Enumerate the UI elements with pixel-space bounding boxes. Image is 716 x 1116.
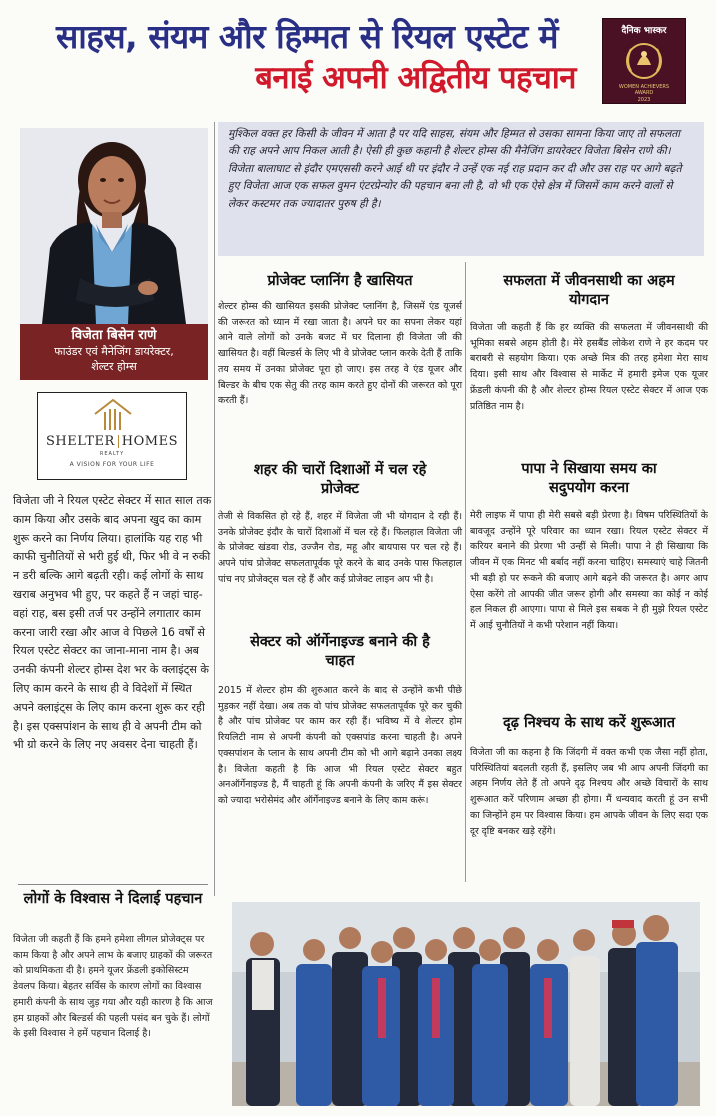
logo-realty: REALTY [99, 451, 125, 457]
left-divider [18, 884, 208, 885]
section-heading-city-projects: शहर की चारों दिशाओं में चल रहे प्रोजेक्ट [253, 462, 427, 497]
logo-name-right: HOMES [121, 434, 178, 449]
section-heading-project-planning: प्रोजेक्ट प्लानिंग है खासियत [267, 273, 413, 289]
award-badge [602, 18, 686, 104]
logo-tagline: A VISION FOR YOUR LIFE [69, 461, 155, 468]
left-section-body: विजेता जी कहती हैं कि हमने हमेशा लीगल प्रोजेक्ट्स पर काम किया है और अपने लाभ के बजाए ग्राहकों की जरूरत को प्राथमिकता दी है। हमने यूजर फ्रेंडली इकोसिस्टम डेवलप किया। बेहतर सर्विस के कारण लोगों का विश्वास हमारी कंपनी के साथ जुड़ गया और यही कारण है कि आज हम ग्राहकों और बिल्डर्स की पहली पसंद बन चुके हैं। लोगों के इसी विश्वास ने हमें पहचान दिलाई है। [13, 934, 213, 1040]
logo-divider [118, 435, 119, 448]
left-section-heading: लोगों के विश्वास ने दिलाई पहचान [23, 891, 203, 907]
section-heading-life-partner: सफलता में जीवनसाथी का अहम योगदान [503, 273, 675, 308]
team-photo [232, 902, 700, 1106]
laurel-trophy-icon [617, 39, 671, 83]
middle-column [218, 262, 462, 809]
section-body-father-lesson: मेरी लाइफ में पापा ही मेरी सबसे बड़ी प्रेरणा है। विषम परिस्थितियों के बावजूद उन्होंने पूरे परिवार का ध्यान रखा। रियल एस्टेट सेक्टर में करियर बनाने की प्रेरणा भी उन्हीं से मिली। पापा ने ही सिखाया कि जीवन में एक मिनट भी बर्बाद नहीं करना चाहिए। समस्याएं चाहे जितनी भी बड़ी हो पर रूकने की बजाए आगे बढ़ने की जरूरत है। अगर आप ऐसा करेंगे तो आपकी जीत जरूर होगी और समस्या का कोई न कोई हल निकल ही आएगा। पापा से मिले इस सबक ने ही मुझे रियल एस्टेट में आई चुनौतियों ने कभी परेशान नहीं किया। [470, 510, 708, 631]
section-body-determination: विजेता जी का कहना है कि जिंदगी में वक्त कभी एक जैसा नहीं होता, परिस्थितियां बदलती रहती हैं, इसलिए जब भी आप अपनी जिंदगी का अहम निर्णय लेते हैं तो अपने दृढ़ निश्चय और अच्छे विचारों के साथ शुरूआत करें परिणाम अच्छा ही होगा। मैं धन्यवाद करती हूं उन सभी का जिन्होंने हम पर विश्वास किया। हम आपके जीवन के लिए सदा एक दूर दृष्टि बनकर खड़े रहेंगे। [470, 747, 708, 837]
section-heading-determination: दृढ़ निश्चय के साथ करें शुरूआत [503, 715, 675, 731]
logo-wordmark [38, 434, 186, 449]
right-column [470, 262, 708, 839]
headline-line-2: बनाई अपनी अद्वितीय पहचान [255, 60, 576, 96]
shelter-homes-logo [37, 392, 187, 480]
section-body-life-partner: विजेता जी कहती हैं कि हर व्यक्ति की सफलता में जीवनसाथी की भूमिका सबसे अहम होती है। मेरे हसबैंड लोकेश राणे ने हर कदम पर बराबरी से सहयोग किया। एक अच्छे मित्र की तरह हमेशा मेरा साथ दिया। इसी साथ और विश्वास से मार्केट में हमारी इमेज एक यूजर फ्रेंडली कंपनी की है और शेल्टर होम्स रियल एस्टेट सेक्टर में आज एक प्रतिष्ठित नाम है। [470, 322, 708, 412]
badge-year: 2023 [637, 97, 651, 103]
section-heading-organized-sector: सेक्टर को ऑर्गेनाइज्ड बनाने की है चाहत [250, 634, 430, 669]
section-body-project-planning: शेल्टर होम्स की खासियत इसकी प्रोजेक्ट प्लानिंग है, जिसमें एंड यूजर्स की जरूरत को ध्यान में रखा जाता है। अपने घर का सपना लेकर यहां आने वाले लोगों को उनके बजट में घर दिलाना ही विजेता जी की खासियत है। वहीं बिल्डर्स के लिए भी वे प्रोजेक्ट प्लान करके देती हैं ताकि तय समय में उनका प्रोजेक्ट पूरा हो जाए। इस तरह वे एंड यूजर और बिल्डर के बीच एक सेतु की तरह काम करते हुए दोनों की जरूरत को पूरा करती हैं। [218, 301, 462, 407]
house-icon [93, 398, 133, 432]
column-separator-left [214, 122, 215, 896]
profile-role-line-2: शेल्टर होम्स [91, 360, 137, 373]
column-separator-right [465, 262, 466, 882]
badge-award: WOMEN ACHIEVERS AWARD [618, 84, 670, 96]
headline [14, 16, 600, 98]
badge-brand: दैनिक भास्कर [621, 26, 667, 36]
section-body-organized-sector: 2015 में शेल्टर होम की शुरुआत करने के बाद से उन्होंने कभी पीछे मुड़कर नहीं देखा। अब तक वो पांच प्रोजेक्ट सफलतापूर्वक पूरे कर चुकी है और पांच प्रोजेक्ट पर काम कर रही हैं। भविष्य में वे शेल्टर होम रियलिटी नाम से अपनी कंपनी को एक्सपांड करना चाहती है। अपने एक्सपांशन के प्लान के साथ अपनी टीम को भी आगे बढ़ाने उनका लक्ष्य है। विजेता कहती है कि आज भी रियल एस्टेट सेक्टर बहुत अनऑर्गेनाइज्ड है, मैं चाहती हूं कि अपनी कंपनी के जरिए मैं इस सेक्टर को ज्यादा भरोसेमंद और ऑर्गेनाइज्ड बनाने के लिए काम करूं। [218, 685, 462, 806]
section-heading-father-lesson: पापा ने सिखाया समय का सदुपयोग करना [521, 461, 657, 496]
profile-name: विजेता बिसेन राणे [71, 328, 157, 343]
portrait-caption [20, 324, 208, 380]
left-column-body: विजेता जी ने रियल एस्टेट सेक्टर में सात साल तक काम किया और उसके बाद अपना खुद का काम शुरू करने का निर्णय लिया। हालांकि यह राह भी काफी चुनौतियों से भरी हुई थी, फिर भी वे न रुकी न डरी बल्कि आगे बढ़ती रही। कई लोगों के साथ खराब अनुभव भी हुए, पर कहते हैं न जहां चाह-वहां राह, बस इसी तर्ज पर उन्होंने लगातार काम करना जारी रखा और आज वे पिछले 16 वर्षों से रियल एस्टेट सेक्टर का जाना-माना नाम है। अब उनकी कंपनी शेल्टर होम्स देश भर के क्लाइंट्स के लिए काम करने के साथ ही वे विदेशों में स्थित अपने क्लाइंट्स के लिए काम करना शुरू कर रही है। इस एक्सपांशन के साथ ही वे अपनी टीम को भी ग्रो करने के लिए नए अवसर देना चाहती हैं। [13, 494, 212, 752]
section-body-city-projects: तेजी से विकसित हो रहे हैं, शहर में विजेता जी भी योगदान दे रही हैं। उनके प्रोजेक्ट इंदौर के चारों दिशाओं में चल रहे हैं। फिलहाल विजेता जी के प्रोजेक्ट खंडवा रोड, उज्जैन रोड, महू और बायपास पर चल रहे हैं। अपने पांच प्रोजेक्ट सफलतापूर्वक पूरे करने के बाद उनके पास फिलहाल पांच नए प्रोजेक्ट्स चल रहे हैं और कई प्रोजेक्ट लाइन अप भी है। [218, 511, 462, 585]
logo-name-left: SHELTER [46, 434, 115, 449]
headline-line-1: साहस, संयम और हिम्मत से रियल एस्टेट में [55, 17, 558, 56]
intro-paragraph: मुश्किल वक्त हर किसी के जीवन में आता है पर यदि साहस, संयम और हिम्मत से उसका सामना किया जाए तो सफलता की राह अपने आप निकल आती है। ऐसी ही कुछ कहानी है शेल्टर होम्स की मैनेजिंग डायरेक्टर विजेता बिसेन राणे की। विजेता बालाघाट से इंदौर एमएससी करने आई थी पर इंदौर ने उन्हें एक नई राह प्रदान कर दी और उस राह पर आगे बढ़ते हुए विजेता आज एक सफल वुमन एंटरप्रेन्योर की पहचान बना ली है, वो भी एक ऐसे क्षेत्र में जिसमें काम करने वालों से लेकर कस्टमर तक ज्यादातर पुरुष ही है। [218, 122, 704, 256]
portrait-photo [20, 128, 208, 324]
profile-role-line-1: फाउंडर एवं मैनेजिंग डायरेक्टर, [54, 345, 174, 358]
